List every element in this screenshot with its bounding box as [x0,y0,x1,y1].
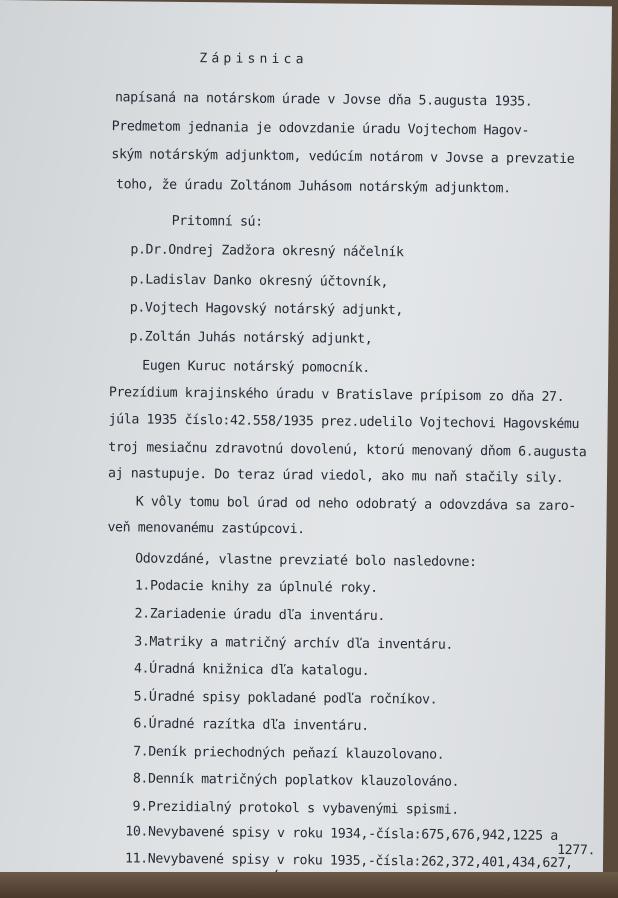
list-item-1: 1.Podacie knihy za úplnulé roky. [134,578,378,596]
text-line-9: p.Zoltán Juhás notárský adjunkt, [129,329,373,347]
text-line-3: ským notárským adjunktom, vedúcím notárom v Jovse a prevzatie [111,147,575,168]
text-line-13: troj mesiačnu zdravotnú dovolenú, ktorú menovaný dňom 6.augusta [108,440,587,461]
desk-surface [0,872,618,898]
text-line-16: veň menovanému zastúpcovi. [107,520,305,538]
text-line-1: napísaná na notárskom úrade v Jovse dňa 5.augusta 1935. [114,90,533,110]
text-line-17: Odovzdáné, vlastne prevziaté bolo nasledovne: [135,551,477,571]
text-line-5: Pritomní sú: [171,213,263,230]
text-line-6: p.Dr.Ondrej Zadžora okresný náčelník [130,242,404,261]
text-line-7: p.Ladislav Danko okresný účtovník, [129,272,389,291]
margin-number: 1277. [557,842,596,859]
text-line-4: toho, že úradu Zoltánom Juhásom notárským adjunktom. [115,177,511,197]
list-item-6: 6.Úradné razítka dľa inventáru. [133,716,369,734]
text-line-14: aj nastupuje. Do teraz úrad viedol, ako mu naň stačily sily. [107,466,564,486]
list-item-8: 8.Denník matričných poplatkov klauzolováno. [132,771,460,790]
document-title: Zápisnica [199,51,308,68]
list-item-4: 4.Úradná knižnica dľa katalogu. [133,661,370,679]
list-item-2: 2.Zariadenie úradu dľa inventáru. [134,606,386,625]
list-item-11: 11.Nevybavené spisy v roku 1935,-čísla:262,372,401,434,627, [124,851,573,872]
list-item-3: 3.Matriky a matričný archív dľa inventáru. [134,634,454,653]
list-item-7: 7.Deník priechodných peňazí klauzolovano. [133,744,445,763]
list-item-10: 10.Nevybavené spisy v roku 1934,-čísla:675,676,942,1225 a [125,824,558,844]
text-line-12: júla 1935 číslo:42.558/1935 prez.udelilo Vojtechovi Hagovskému [108,412,580,433]
list-item-5: 5.Úradné spisy pokladané podľa ročníkov. [133,689,438,708]
text-line-2: Predmetom jednania je odovzdanie úradu Vojtechom Hagov- [111,119,530,139]
text-line-15: K vôly tomu bol úrad od neho odobratý a odovzdáva sa zaro- [135,494,577,515]
text-line-11: Prezídium krajinského úradu v Bratislave prípisom zo dňa 27. [108,385,565,405]
text-line-8: p.Vojtech Hagovský notárský adjunkt, [129,300,404,319]
list-item-9: 9.Prezidialný protokol s vybavenými spismi. [132,799,459,818]
text-line-10: Eugen Kuruc notárský pomocník. [142,358,370,376]
